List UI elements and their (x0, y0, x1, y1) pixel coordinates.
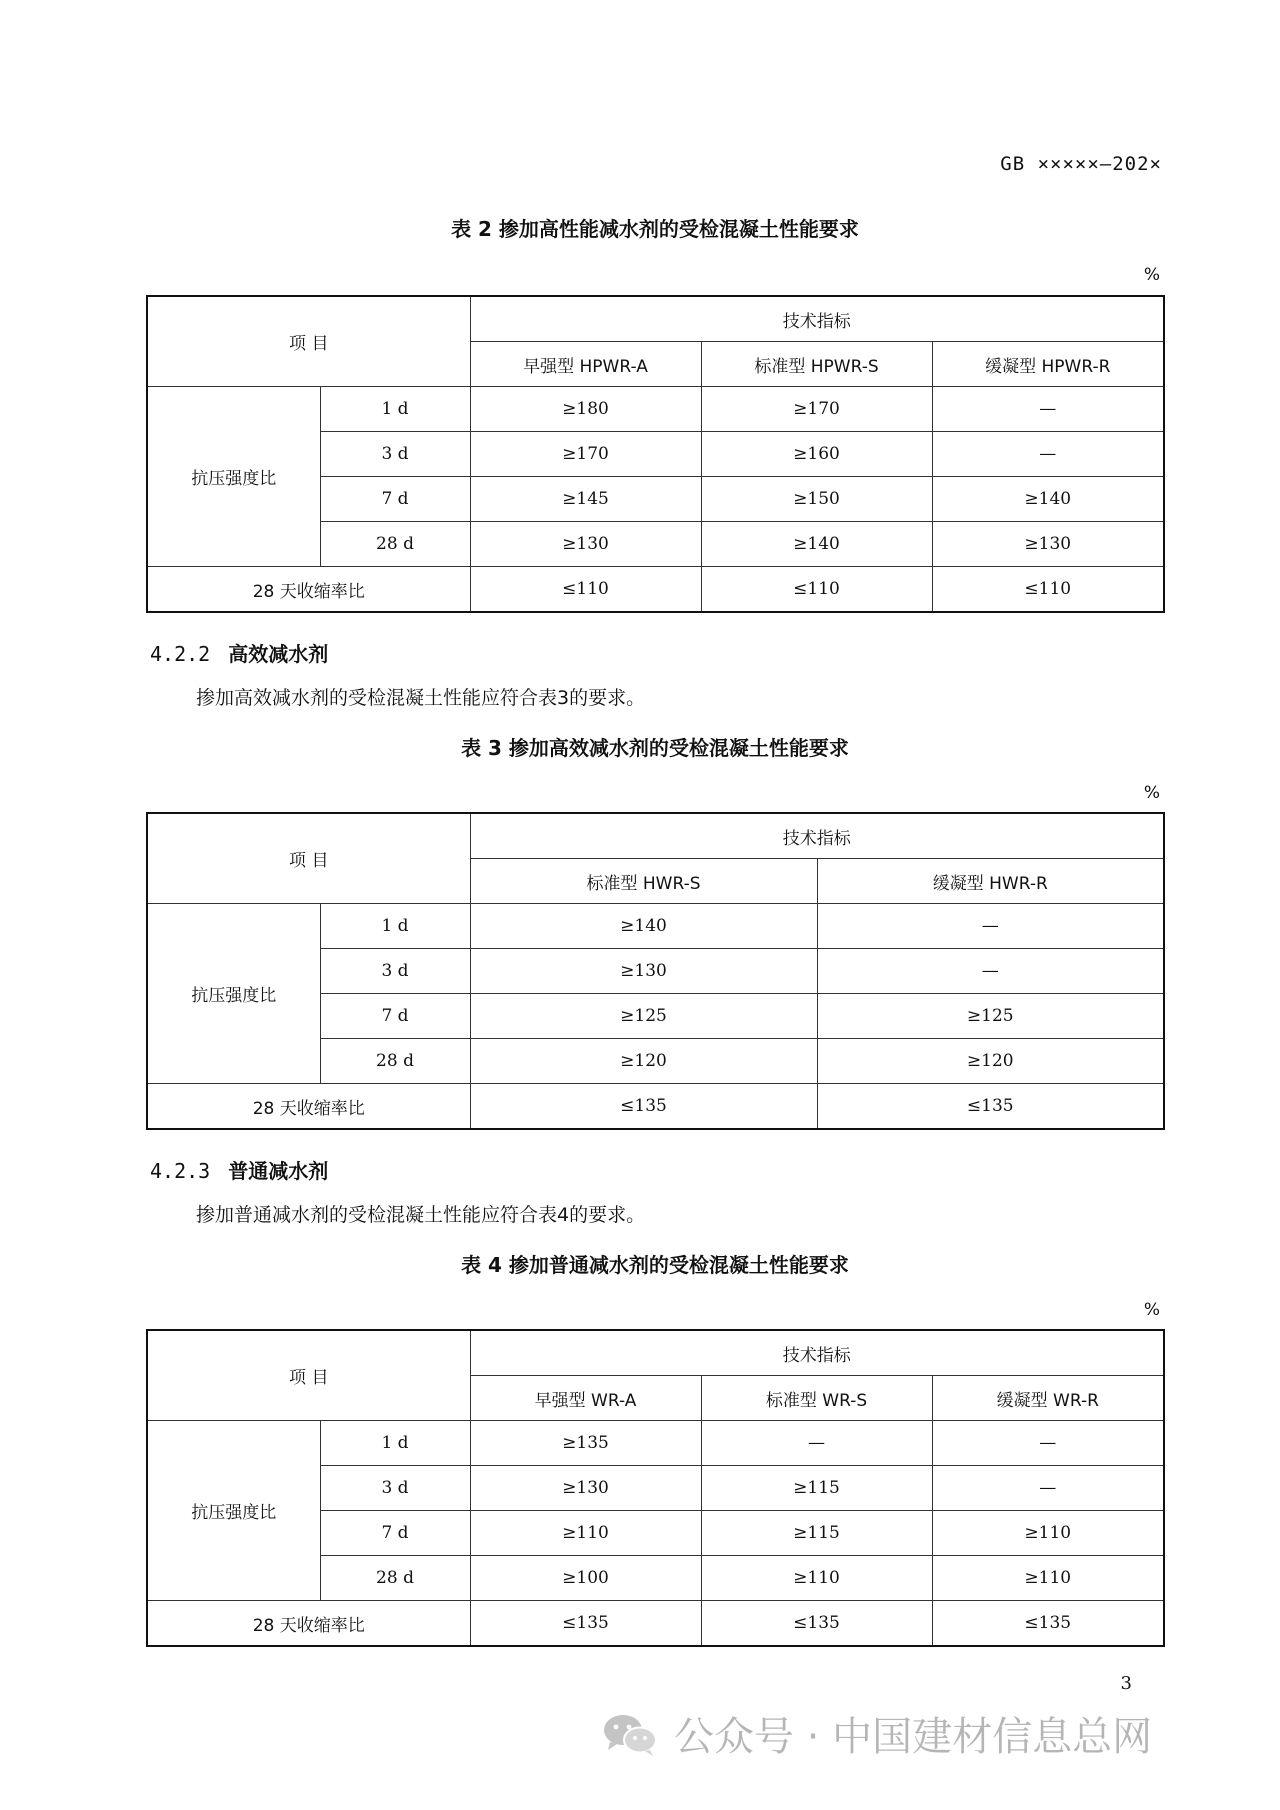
value-cell: ≤110 (470, 567, 701, 613)
table4-caption: 表 4 掺加普通减水剂的受检混凝土性能要求 (461, 1253, 849, 1277)
value-cell: ≥130 (470, 1466, 701, 1511)
column-header: 缓凝型 WR-R (932, 1376, 1164, 1421)
age-cell: 1 d (320, 1421, 470, 1466)
value-cell: — (701, 1421, 932, 1466)
column-header: 早强型 WR-A (470, 1376, 701, 1421)
tech-header: 技术指标 (470, 296, 1164, 342)
age-cell: 1 d (320, 387, 470, 432)
value-cell: ≥150 (701, 477, 932, 522)
table2-caption: 表 2 掺加高性能减水剂的受检混凝土性能要求 (451, 217, 859, 241)
value-cell: ≥170 (701, 387, 932, 432)
watermark-text: 公众号 · 中国建材信息总网 (674, 1714, 1153, 1760)
section-title: 普通减水剂 (228, 1159, 329, 1183)
age-cell: 28 d (320, 1556, 470, 1601)
value-cell: — (817, 904, 1164, 949)
value-cell: ≥110 (932, 1511, 1164, 1556)
item-header: 项 目 (147, 296, 470, 387)
value-cell: — (932, 1466, 1164, 1511)
age-cell: 28 d (320, 1039, 470, 1084)
table-row (147, 387, 1164, 432)
value-cell: ≥140 (932, 477, 1164, 522)
section-paragraph: 掺加高效减水剂的受检混凝土性能应符合表3的要求。 (196, 687, 646, 709)
watermark (600, 1705, 1152, 1762)
table2-unit: % (1143, 265, 1160, 285)
table-row (147, 1330, 1164, 1376)
value-cell: ≥130 (470, 522, 701, 567)
value-cell: ≤135 (817, 1084, 1164, 1130)
age-cell: 1 d (320, 904, 470, 949)
section-heading (150, 1155, 328, 1184)
tech-header: 技术指标 (470, 813, 1164, 859)
value-cell: — (817, 949, 1164, 994)
item-header: 项 目 (147, 1330, 470, 1421)
table-row (147, 1601, 1164, 1647)
value-cell: ≤135 (470, 1084, 817, 1130)
section-number: 4.2.2 (150, 642, 211, 666)
section-number: 4.2.3 (150, 1159, 211, 1183)
value-cell: ≥145 (470, 477, 701, 522)
value-cell: ≥140 (470, 904, 817, 949)
age-cell: 3 d (320, 1466, 470, 1511)
value-cell: ≥125 (470, 994, 817, 1039)
table-row (147, 296, 1164, 342)
value-cell: ≤135 (932, 1601, 1164, 1647)
column-header: 缓凝型 HWR-R (817, 859, 1164, 904)
value-cell: — (932, 387, 1164, 432)
column-header: 缓凝型 HPWR-R (932, 342, 1164, 387)
section-title: 高效减水剂 (228, 642, 329, 666)
value-cell: ≥180 (470, 387, 701, 432)
shrink-label: 28 天收缩率比 (147, 567, 470, 613)
value-cell: ≤110 (701, 567, 932, 613)
page-number: 3 (1120, 1673, 1132, 1694)
value-cell: ≤135 (470, 1601, 701, 1647)
table3-unit: % (1143, 783, 1160, 803)
value-cell: ≥160 (701, 432, 932, 477)
section-paragraph: 掺加普通减水剂的受检混凝土性能应符合表4的要求。 (196, 1204, 646, 1226)
value-cell: ≥135 (470, 1421, 701, 1466)
group-label: 抗压强度比 (147, 904, 320, 1084)
age-cell: 28 d (320, 522, 470, 567)
value-cell: ≥125 (817, 994, 1164, 1039)
table4-unit: % (1143, 1300, 1160, 1320)
age-cell: 7 d (320, 994, 470, 1039)
age-cell: 7 d (320, 1511, 470, 1556)
shrink-label: 28 天收缩率比 (147, 1601, 470, 1647)
tech-header: 技术指标 (470, 1330, 1164, 1376)
value-cell: — (932, 432, 1164, 477)
column-header: 标准型 WR-S (701, 1376, 932, 1421)
value-cell: — (932, 1421, 1164, 1466)
value-cell: ≥110 (470, 1511, 701, 1556)
group-label: 抗压强度比 (147, 387, 320, 567)
age-cell: 7 d (320, 477, 470, 522)
value-cell: ≥140 (701, 522, 932, 567)
value-cell: ≥115 (701, 1466, 932, 1511)
value-cell: ≥120 (817, 1039, 1164, 1084)
document-code: GB ×××××—202× (1000, 153, 1162, 175)
age-cell: 3 d (320, 432, 470, 477)
table-row (147, 1084, 1164, 1130)
value-cell: ≥110 (932, 1556, 1164, 1601)
value-cell: ≥100 (470, 1556, 701, 1601)
item-header: 项 目 (147, 813, 470, 904)
column-header: 标准型 HWR-S (470, 859, 817, 904)
section-heading (150, 638, 328, 667)
table3 (146, 812, 1165, 1130)
value-cell: ≥115 (701, 1511, 932, 1556)
value-cell: ≥130 (932, 522, 1164, 567)
table2 (146, 295, 1165, 613)
value-cell: ≥130 (470, 949, 817, 994)
column-header: 早强型 HPWR-A (470, 342, 701, 387)
shrink-label: 28 天收缩率比 (147, 1084, 470, 1130)
table-row (147, 567, 1164, 613)
group-label: 抗压强度比 (147, 1421, 320, 1601)
table4 (146, 1329, 1165, 1647)
table-row (147, 813, 1164, 859)
value-cell: ≥110 (701, 1556, 932, 1601)
value-cell: ≥170 (470, 432, 701, 477)
value-cell: ≤135 (701, 1601, 932, 1647)
column-header: 标准型 HPWR-S (701, 342, 932, 387)
table-row (147, 1421, 1164, 1466)
wechat-icon (600, 1710, 660, 1758)
value-cell: ≥120 (470, 1039, 817, 1084)
value-cell: ≤110 (932, 567, 1164, 613)
table-row (147, 904, 1164, 949)
age-cell: 3 d (320, 949, 470, 994)
table3-caption: 表 3 掺加高效减水剂的受检混凝土性能要求 (461, 736, 849, 760)
